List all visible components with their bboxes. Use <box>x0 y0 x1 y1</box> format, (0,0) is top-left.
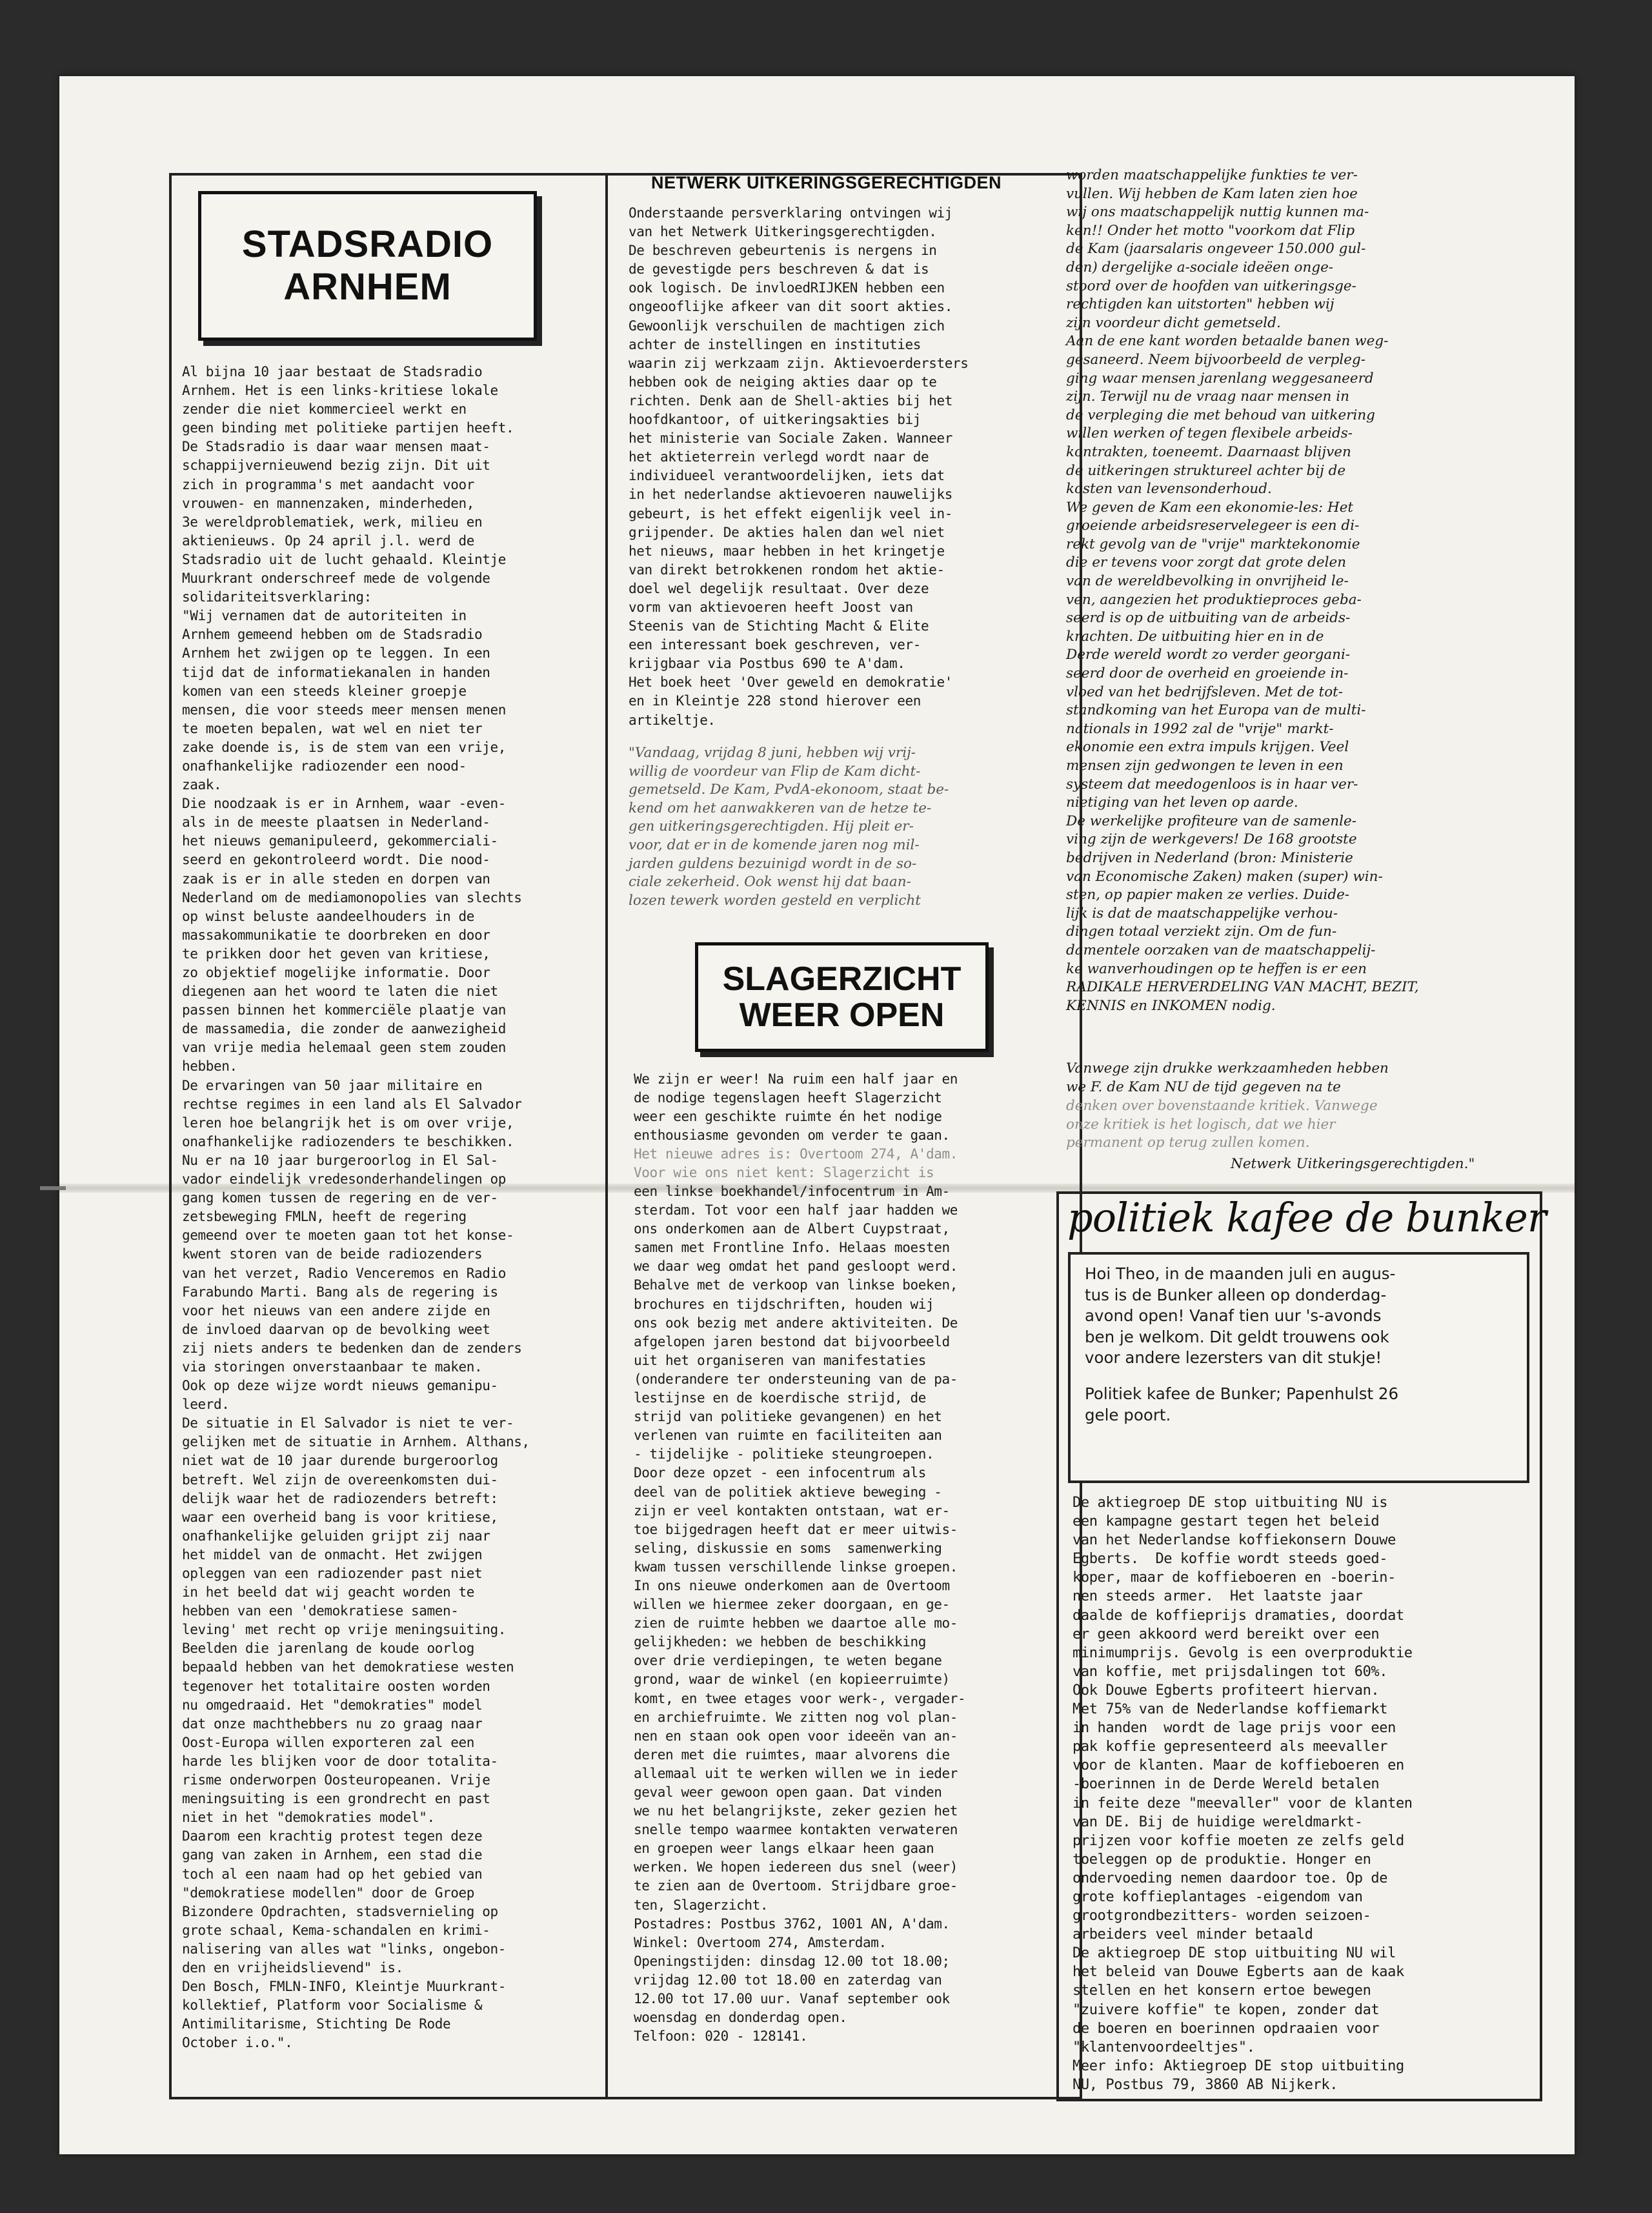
slagerzicht-title-line1: SLAGERZICHT <box>722 960 962 998</box>
slagerzicht-title-line2: WEER OPEN <box>739 996 945 1034</box>
netwerk-signature: Netwerk Uitkeringsgerechtigden." <box>1231 1156 1475 1172</box>
netwerk-quote-continued: worden maatschappelijke funkties te ver- vullen. Wij hebben de Kam laten zien hoe wij ons maatschappelijk nuttig kunnen ma- ken!! Onder het motto "voorkom dat Flip de Kam (jaarsalaris ongeveer 150.000 gul- den) dergelijke a-sociale ideëen onge- stoord over de hoofden van uitkeringsge- rechtigden kan uitstorten" hebben wij zijn voordeur dicht gemetseld. Aan de ene kant worden betaalde banen weg- gesaneerd. Neem bijvoorbeeld de verpleg- ging waar mensen jarenlang weggesaneerd zijn. Terwijl nu de vraag naar mensen in de verpleging die met behoud van uitkering willen werken of tegen flexibele arbeids- kontrakten, toeneemt. Daarnaast blijven de uitkeringen struktureel achter bij de kosten van levensonderhoud. We geven de Kam een ekonomie-les: Het groeiende arbeidsreservelegeer is een di- rekt gevolg van de "vrije" marktekonomie die er tevens voor zorgt dat grote delen van de wereldbevolking in onvrijheid le- ven, aangezien het produktieproces geba- seerd is op de uitbuiting van de arbeids- krachten. De uitbuiting hier en in de Derde wereld wordt zo verder georgani- seerd door de overheid en groeiende in- vloed van het bedrijfsleven. Met de tot- standkoming van het Europa van de multi- nationals in 1992 zal de "vrije" markt- ekonomie een extra impuls krijgen. Veel mensen zijn gedwongen te leven in een systeem dat meedogenloos is in haar ver- nietiging van het leven op aarde. De werkelijke profiteure van de samenle- ving zijn de werkgevers! De 168 grootste bedrijven in Nederland (bron: Ministerie van Economische Zaken) maken (super) win- sten, op papier maken ze verlies. Duide- lijk is dat de maatschappelijke verhou- dingen totaal verziekt zijn. Om de fun- damentele oorzaken van de maatschappelij- ke wanverhoudingen op te heffen is er een RADIKALE HERVERDELING VAN MACHT, BEZIT, KENNIS en INKOMEN nodig. <box>1066 167 1419 1014</box>
netwerk-body: Onderstaande persverklaring ontvingen wij van het Netwerk Uitkeringsgerechtigden. De beschreven gebeurtenis is nergens in de gevestigde pers beschreven & dat is ook logisch. De invloedRIJKEN hebben een ongeooflijke afkeer van dit soort akties. Gewoonlijk verschuilen de machtigen zich achter de instellingen en instituties waarin zij werkzaam zijn. Aktievoerdersters hebben ook de neiging akties daar op te richten. Denk aan de Shell-akties bij het hoofdkantoor, of uitkeringsakties bij het ministerie van Sociale Zaken. Wanneer het aktieterrein verlegd wordt naar de individueel verantwoordelijken, iets dat in het nederlandse aktievoeren nauwelijks gebeurt, is het effekt eigenlijk veel in- grijpender. De akties halen dan wel niet het nieuws, maar hebben in het kringetje van direkt betrokkenen rondom het aktie- doel wel degelijk resultaat. Over deze vorm van aktievoeren heeft Joost van Steenis van de Stichting Macht & Elite een interessant boek geschreven, ver- krijgbaar via Postbus 690 te A'dam. Het boek heet 'Over geweld en demokratie' en in Kleintje 228 stond hierover een artikeltje. <box>629 205 969 728</box>
de-stop-body: De aktiegroep DE stop uitbuiting NU is een kampagne gestart tegen het beleid van het Nederlandse koffiekonsern Douwe Egberts. De koffie wordt steeds goed- koper, maar de koffieboeren en -boerin- nen steeds armer. Het laatste jaar daalde de koffieprijs dramaties, doordat er geen akkoord werd bereikt over een minimumprijs. Gevolg is een overproduktie van koffie, met prijsdalingen tot 60%. Ook Douwe Egberts profiteert hiervan. Met 75% van de Nederlandse koffiemarkt in handen wordt de lage prijs voor een pak koffie gepresenteerd als meevaller voor de klanten. Maar de koffieboeren en -boerinnen in de Derde Wereld betalen in feite deze "meevaller" voor de klanten van DE. Bij de huidige wereldmarkt- prijzen voor koffie moeten ze zelfs geld toeleggen op de produktie. Honger en ondervoeding nemen daardoor toe. Op de grote koffieplantages -eigendom van grootgrondbezitters- worden seizoen- arbeiders veel minder betaald De aktiegroep DE stop uitbuiting NU wil het beleid van Douwe Egberts aan de kaak stellen en het konsern ertoe bewegen "zuivere koffie" te kopen, zonder dat de boeren en boerinnen opdraaien voor "klantenvoordeeltjes". Meer info: Aktiegroep DE stop uitbuiting NU, Postbus 79, 3860 AB Nijkerk. <box>1073 1495 1413 2093</box>
newspaper-page <box>59 76 1575 2154</box>
bunker-title: politiek kafee de bunker <box>1067 1194 1546 1241</box>
stadsradio-headline-box <box>198 191 537 341</box>
bunker-message: Hoi Theo, in de maanden juli en augus- tus is de Bunker alleen op donderdag- avond open! Vanaf tien uur 's-avonds ben je welkom. Dit geldt trouwens ook voor andere lezersters van dit stukje! <box>1085 1264 1396 1367</box>
netwerk-title: NETWERK UITKERINGSGERECHTIGDEN <box>651 173 1002 192</box>
bunker-address: Politiek kafee de Bunker; Papenhulst 26 gele poort. <box>1085 1384 1399 1424</box>
stadsradio-title-line2: ARNHEM <box>283 266 452 308</box>
slagerzicht-address-faded: Het nieuwe adres is: Overtoom 274, A'dam. Voor wie ons niet kent: Slagerzicht is <box>634 1146 958 1181</box>
fold-marker <box>40 1186 66 1190</box>
netwerk-quote-start: "Vandaag, vrijdag 8 juni, hebben wij vrij- willig de voordeur van Flip de Kam dicht- gemetseld. De Kam, PvdA-ekonoom, staat be- kend om het aanwakkeren van de hetze te- gen uitkeringsgerechtigden. Hij pleit er- voor, dat er in de komende jaren nog mil- jarden guldens bezuinigd wordt in de so- ciale zekerheid. Ook wenst hij dat baan- lozen tewerk worden gesteld en verplicht <box>629 745 949 909</box>
slagerzicht-body-top: We zijn er weer! Na ruim een half jaar en de nodige tegenslagen heeft Slagerzicht weer een geschikte ruimte én het nodige enthousiasme gevonden om verder te gaan. <box>634 1071 958 1144</box>
stadsradio-body: Al bijna 10 jaar bestaat de Stadsradio Arnhem. Het is een links-kritiese lokale zender die niet kommercieel werkt en geen binding met politieke partijen heeft. De Stadsradio is daar waar mensen maat- schappijvernieuwend bezig zijn. Dit uit zich in programma's met aandacht voor vrouwen- en mannenzaken, minderheden, 3e wereldproblematiek, werk, milieu en aktienieuws. Op 24 april j.l. werd de Stadsradio uit de lucht gehaald. Kleintje Muurkrant onderschreef mede de volgende solidariteitsverklaring: "Wij vernamen dat de autoriteiten in Arnhem gemeend hebben om de Stadsradio Arnhem het zwijgen op te leggen. In een tijd dat de informatiekanalen in handen komen van een steeds kleiner groepje mensen, die voor steeds meer mensen menen te moeten bepalen, wat wel en niet ter zake doende is, is de stem van een vrije, onafhankelijke radiozender een nood- zaak. Die noodzaak is er in Arnhem, waar -even- als in de meeste plaatsen in Nederland- het nieuws gemanipuleerd, gekommerciali- seerd en gekontroleerd wordt. Die nood- zaak is er in alle steden en dorpen van Nederland om de mediamonopolies van slechts op winst beluste aandeelhouders in de massakommunikatie te doorbreken en door te prikken door het geven van kritiese, zo objektief mogelijke informatie. Door diegenen aan het woord te laten die niet passen binnen het kommerciële plaatje van de massamedia, die zonder de aanwezigheid van vrije media helemaal geen stem zouden hebben. De ervaringen van 50 jaar militaire en rechtse regimes in een land als El Salvador leren hoe belangrijk het is om over vrije, onafhankelijke radiozenders te beschikken. Nu er na 10 jaar burgeroorlog in El Sal- vador eindelijk vredesonderhandelingen op gang komen tussen de regering en de ver- zetsbeweging FMLN, heeft de regering gemeend over te moeten gaan tot het konse- kwent storen van de beide radiozenders van het verzet, Radio Venceremos en Radio Farabundo Marti. Bang als de regering is voor het nieuws van een andere zijde en de invloed daarvan op de bevolking weet zij niets anders te bedenken dan de zenders via storingen onverstaanbaar te maken. Ook op deze wijze wordt nieuws gemanipu- leerd. De situatie in El Salvador is niet te ver- gelijken met de situatie in Arnhem. Althans, niet wat de 10 jaar durende burgeroorlog betreft. Wel zijn de overeenkomsten dui- delijk waar het de radiozenders betreft: waar een overheid bang is voor kritiese, onafhankelijke geluiden grijpt zij naar het middel van de onmacht. Het zwijgen opleggen van een radiozender past niet in het beeld dat wij geacht worden te hebben van een 'demokratiese samen- leving' met recht op vrije meningsuiting. Beelden die jarenlang de koude oorlog bepaald hebben van het demokratiese westen tegenover het totalitaire oosten worden nu omgedraaid. Het "demokraties" model dat onze machthebbers nu zo graag naar Oost-Europa willen exporteren zal een harde les blijken voor de door totalita- risme onderworpen Oosteuropeanen. Vrije meningsuiting is een grondrecht en past niet in het "demokraties model". Daarom een krachtig protest tegen deze gang van zaken in Arnhem, een stad die toch al een naam had op het gebied van "demokratiese modellen" door de Groep Bizondere Opdrachten, stadsvernieling op grote schaal, Kema-schandalen en krimi- nalisering van alles wat "links, ongebon- den en vrijheidslievend" is. Den Bosch, FMLN-INFO, Kleintje Muurkrant- kollektief, Platform voor Socialisme & Antimilitarisme, Stichting De Rode October i.o.". <box>182 364 530 2051</box>
slagerzicht-body: een linkse boekhandel/infocentrum in Am- sterdam. Tot voor een half jaar hadden we ons onderkomen aan de Albert Cuypstraat, samen met Frontline Info. Helaas moesten we daar weg omdat het pand gesloopt werd. Behalve met de verkoop van linkse boeken, brochures en tijdschriften, houden wij ons ook bezig met andere aktiviteiten. De afgelopen jaren bestond dat bijvoorbeeld uit het organiseren van manifestaties (onderandere ter ondersteuning van de pa- lestijnse en de koerdische strijd, de strijd van politieke gevangenen) en het verlenen van ruimte en faciliteiten aan - tijdelijke - politieke steungroepen. Door deze opzet - een infocentrum als deel van de politiek aktieve beweging - zijn er veel kontakten ontstaan, wat er- toe bijgedragen heeft dat er meer uitwis- seling, diskussie en soms samenwerking kwam tussen verschillende linkse groepen. In ons nieuwe onderkomen aan de Overtoom willen we hiermee zeker doorgaan, en ge- zien de ruimte hebben we daartoe alle mo- gelijkheden: we hebben de beschikking over drie verdiepingen, te weten begane grond, waar de winkel (en kopieerruimte) komt, en twee etages voor werk-, vergader- en archiefruimte. We zitten nog vol plan- nen en staan ook open voor ideeën van an- deren met die ruimtes, maar alvorens die allemaal uit te werken willen we in ieder geval weer gewoon open gaan. Dat vinden we nu het belangrijkste, zeker gezien het snelle tempo waarmee kontakten verwateren en groepen weer langs elkaar heen gaan werken. We hopen iedereen dus snel (weer) te zien aan de Overtoom. Strijdbare groe- ten, Slagerzicht. Postadres: Postbus 3762, 1001 AN, A'dam. Winkel: Overtoom 274, Amsterdam. Openingstijden: dinsdag 12.00 tot 18.00; vrijdag 12.00 tot 18.00 en zaterdag van 12.00 tot 17.00 uur. Vanaf september ook woensdag en donderdag open. Telfoon: 020 - 128141. <box>634 1184 966 2045</box>
stadsradio-title-line1: STADSRADIO <box>241 223 494 265</box>
netwerk-closing-faded: denken over bovenstaande kritiek. Vanwege onze kritiek is het logisch, dat we hier permanent op terug zullen komen. <box>1066 1098 1378 1151</box>
netwerk-closing: Vanwege zijn drukke werkzaamheden hebben we F. de Kam NU de tijd gegeven na te <box>1066 1060 1389 1095</box>
bunker-message-box <box>1068 1252 1529 1483</box>
